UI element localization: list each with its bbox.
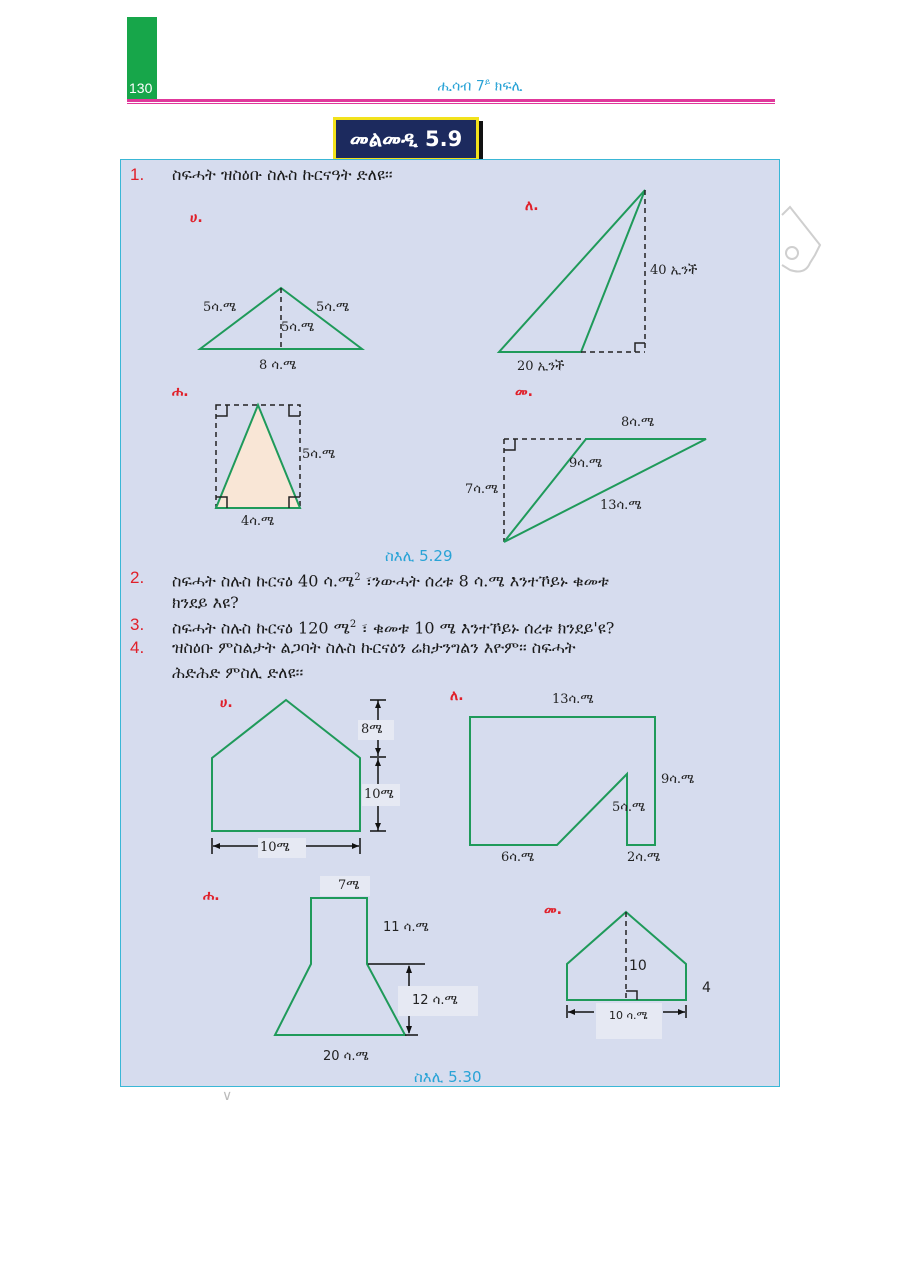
dimension-label: 13ሳ.ሜ [552, 692, 594, 707]
question-text: ሕድሕድ ምስሊ ድለዩ፡፡ [172, 663, 304, 682]
dimension-label: 5ሳ.ሜ [203, 300, 237, 315]
shape-5-30-b [470, 717, 655, 845]
question-number: 3. [130, 615, 145, 634]
triangle-d [504, 439, 706, 542]
triangle-b [499, 190, 645, 352]
dimension-label: 8ሜ [361, 722, 383, 737]
figure-label-b: ለ. [450, 688, 464, 704]
dimension-label: 20 ሳ.ሜ [323, 1049, 369, 1064]
question-text: ክንደይ እዩ? [172, 593, 239, 612]
figure-label-c: ሐ. [203, 888, 220, 904]
figure-label-a: ሀ. [190, 210, 203, 226]
question-number: 2. [130, 568, 145, 587]
dimension-label: 7ሜ [338, 878, 360, 893]
figure-label-b: ለ. [525, 198, 539, 214]
dimension-label: 4ሳ.ሜ [241, 514, 275, 529]
figure-caption: ስእሊ 5.30 [414, 1068, 482, 1086]
dimension-label: 5ሳ.ሜ [316, 300, 350, 315]
question-text: ስፍሓት ዝስዕቡ ስሉስ ኩርናዓት ድለዩ፡፡ [172, 165, 393, 184]
question-number: 4. [130, 638, 145, 657]
right-angle-c1 [216, 405, 227, 416]
dimension-label: 10ሜ [260, 840, 290, 855]
question-text-part: ፣ ቁመቱ 10 ሜ እንተኾይኑ ሰረቱ ክንደይ'ዩ? [356, 618, 615, 638]
right-angle-b [635, 343, 645, 352]
figure-label-c: ሐ. [172, 384, 189, 400]
question-text-part: ስፍሓት ስሉስ ኩርናዕ 120 ሜ [172, 618, 350, 638]
dimension-label: 8 ሳ.ሜ [259, 358, 297, 373]
figure-label-d: መ. [515, 384, 533, 400]
triangle-c [216, 405, 300, 508]
question-text: ዝስዕቡ ምስልታት ልጋባት ስሉስ ኩርናዕን ሬክታንግልን እዮም፡፡ ስፍሓት [172, 638, 576, 657]
dimension-label: 4 [702, 980, 711, 996]
right-angle-d [504, 439, 515, 450]
dimension-label: 5ሳ.ሜ [302, 447, 336, 462]
shape-5-30-c [275, 898, 405, 1035]
dimension-label: 12 ሳ.ሜ [412, 993, 458, 1008]
dimension-label: 10 ሳ.ሜ [609, 1009, 648, 1022]
dimension-label: 2ሳ.ሜ [627, 850, 661, 865]
superscript: 2 [349, 619, 357, 630]
question-text-part: ስፍሓት ስሉስ ኩርናዕ 40 ሳ.ሜ [172, 571, 355, 591]
dimension-label: 8ሳ.ሜ [621, 415, 655, 430]
dimension-label: 13ሳ.ሜ [600, 498, 642, 513]
question-text-part: ፣ንውሓት ሰረቱ 8 ሳ.ሜ እንተኾይኑ ቁመቱ [360, 571, 609, 591]
superscript: 2 [354, 572, 361, 583]
shape-5-30-a [212, 700, 360, 831]
dimension-label: 6ሳ.ሜ [501, 850, 535, 865]
dimension-label: 9ሳ.ሜ [661, 772, 695, 787]
figure-label-d: መ. [544, 902, 562, 918]
question-number: 1. [130, 165, 145, 184]
dimension-label: 7ሳ.ሜ [465, 482, 499, 497]
dimension-label: 5ሳ.ሜ [281, 320, 315, 335]
chevron-down-icon: ∨ [222, 1088, 233, 1104]
figure-caption: ስእሊ 5.29 [385, 547, 453, 565]
figure-label-a: ሀ. [220, 695, 233, 711]
right-angle-c2 [289, 405, 300, 416]
exercise-title: መልመዲ 5.9 [333, 117, 479, 161]
dimension-label: 11 ሳ.ሜ [383, 920, 429, 935]
page-number: 130 [129, 80, 153, 96]
dimension-label: 10ሜ [364, 787, 394, 802]
book-title-sup: ይ [484, 78, 491, 88]
dimension-label: 9ሳ.ሜ [569, 456, 603, 471]
dimension-label: 5ሳ.ሜ [612, 800, 646, 815]
book-title-main: ሒሳብ 7 [437, 78, 485, 95]
dimension-label: 20 ኢንች [517, 359, 565, 374]
dimension-label: 10 [629, 958, 647, 974]
dimension-label: 40 ኢንች [650, 263, 698, 278]
book-title-post: ክፍሊ [490, 78, 523, 95]
